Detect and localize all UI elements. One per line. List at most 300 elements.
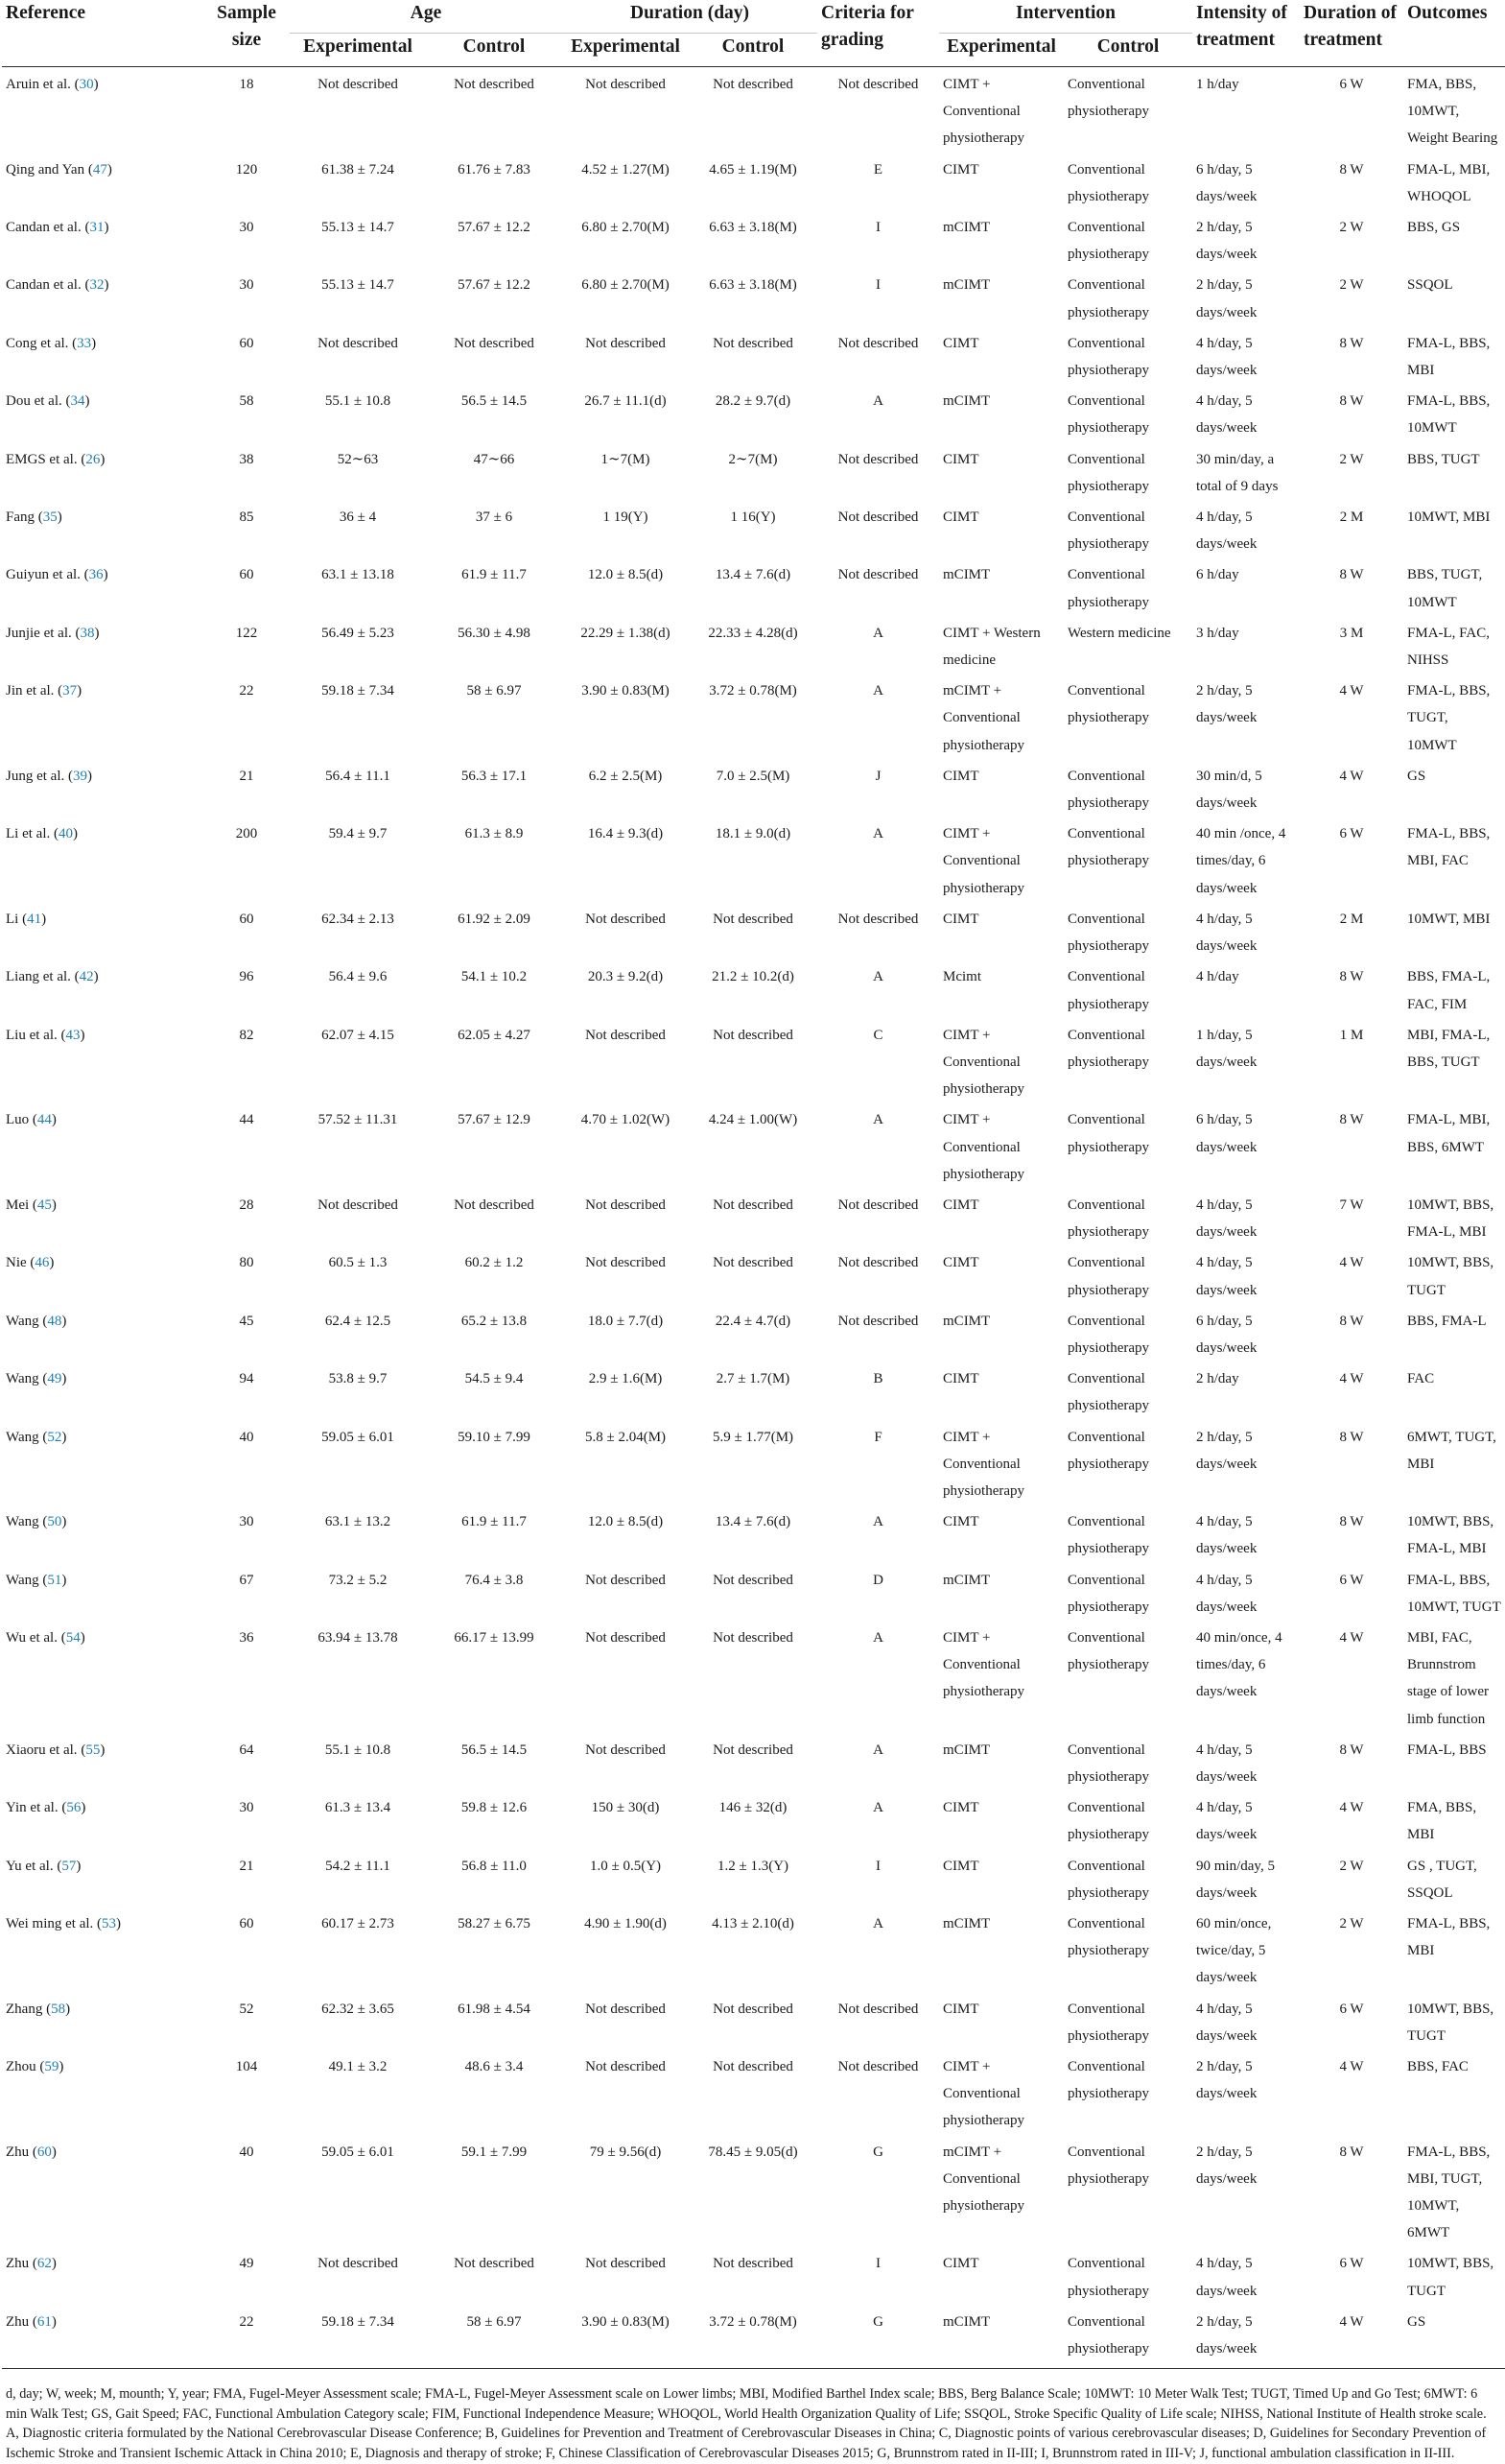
cell-duration-experimental: Not described [585,2256,666,2272]
cell-outcomes: MBI, FMA-L, BBS, TUGT [1407,1027,1491,1070]
cell-intensity: 4 h/day, 5 days/week [1196,1514,1258,1557]
cell-sample-size: 36 [239,1629,254,1646]
cell-duration-treatment: 6 W [1339,2001,1364,2017]
cell-duration-treatment: 2 W [1339,220,1364,236]
cell-duration-experimental: Not described [585,1629,666,1646]
citation-link[interactable]: 58 [51,2001,66,2017]
cell-duration-control: 78.45 ± 9.05(d) [708,2144,798,2160]
cell-criteria: A [873,625,883,641]
cell-criteria: D [873,1572,883,1588]
citation-link[interactable]: 61 [36,2313,52,2330]
cell-duration-control: Not described [713,335,793,351]
cell-duration-control: Not described [713,2256,793,2272]
cell-intervention-experimental: CIMT [943,2256,979,2272]
cell-age-experimental: 62.34 ± 2.13 [321,911,394,927]
table-row [2,1907,1505,1992]
reference-author: Liang et al. [6,969,71,985]
cell-reference: Zhang (58) [6,2001,71,2017]
header-duration-control: Control [689,34,817,67]
reference-author: Wang [6,1429,39,1445]
table-row [2,1362,1505,1419]
cell-reference: Li et al. (40) [6,826,78,842]
cell-age-experimental: 55.1 ± 10.8 [324,1741,391,1758]
cell-duration-experimental: 2.9 ± 1.6(M) [588,1371,663,1387]
cell-age-control: 62.05 ± 4.27 [458,1027,530,1043]
reference-author: Jin et al. [6,683,55,699]
table-row [2,960,1505,1017]
cell-age-experimental: 52∼63 [337,451,379,467]
table-row [2,1304,1505,1362]
cell-duration-treatment: 4 W [1339,1255,1364,1271]
cell-age-control: 58.27 ± 6.75 [458,1916,530,1931]
cell-reference: Zhou (59) [6,2059,64,2075]
cell-duration-treatment: 8 W [1339,1313,1364,1329]
reference-author: Candan et al. [6,220,82,236]
cell-intensity: 90 min/day, 5 days/week [1196,1858,1275,1901]
cell-reference: Wang (51) [6,1572,67,1588]
cell-reference: Wang (48) [6,1313,67,1329]
citation-link[interactable]: 62 [36,2256,52,2272]
cell-duration-treatment: 6 W [1339,77,1364,92]
cell-age-experimental: 55.13 ± 14.7 [321,220,394,236]
header-reference: Reference [2,0,203,67]
header-duration: Duration (day) [562,0,817,34]
cell-intensity: 2 h/day, 5 days/week [1196,220,1258,263]
cell-intensity: 6 h/day [1196,567,1239,583]
cell-duration-experimental: Not described [585,1572,666,1588]
cell-intervention-experimental: Mcimt [943,969,982,985]
cell-duration-control: Not described [713,2059,793,2075]
cell-intervention-experimental: CIMT [943,768,979,784]
cell-intervention-control: Conventional physiotherapy [1068,1313,1149,1356]
citation-link[interactable]: 34 [70,393,85,410]
cell-criteria: Not described [837,451,919,467]
cell-sample-size: 200 [235,826,258,842]
cell-reference: Yin et al. (56) [6,1800,86,1816]
cell-intervention-control: Conventional physiotherapy [1068,277,1149,320]
cell-intervention-experimental: CIMT + Conventional physiotherapy [943,1027,1024,1098]
cell-duration-treatment: 3 M [1339,625,1364,641]
cell-intervention-control: Conventional physiotherapy [1068,2059,1149,2102]
table-row [2,2246,1505,2304]
cell-age-control: 56.5 ± 14.5 [460,1741,528,1758]
citation-link[interactable]: 39 [73,768,87,784]
cell-sample-size: 104 [235,2059,258,2075]
header-intensity: Intensity of treatment [1192,0,1300,67]
cell-duration-treatment: 4 W [1339,1800,1364,1816]
cell-intensity: 4 h/day, 5 days/week [1196,1741,1258,1785]
citation-link[interactable]: 52 [47,1429,62,1445]
cell-reference: Liang et al. (42) [6,969,99,985]
cell-age-experimental: 62.4 ± 12.5 [324,1313,391,1329]
cell-duration-experimental: Not described [585,1741,666,1758]
cell-intensity: 6 h/day, 5 days/week [1196,1313,1258,1356]
cell-sample-size: 94 [239,1371,254,1387]
cell-age-experimental: 63.94 ± 13.78 [317,1629,398,1646]
table-row [2,1420,1505,1505]
header-duration-experimental: Experimental [562,34,689,67]
citation-link[interactable]: 31 [89,220,105,236]
table-row [2,1992,1505,2049]
cell-outcomes: FMA, BBS, MBI [1407,1800,1477,1843]
cell-duration-control: 7.0 ± 2.5(M) [716,768,790,784]
header-intervention-experimental: Experimental [939,34,1064,67]
citation-link[interactable]: 51 [47,1572,62,1588]
citation-link[interactable]: 40 [58,826,73,842]
reference-author: Nie [6,1255,27,1271]
table-row [2,268,1505,325]
cell-intervention-control: Conventional physiotherapy [1068,2256,1149,2299]
reference-author: Zhu [6,2313,30,2330]
cell-criteria: A [873,1916,883,1931]
cell-outcomes: FMA-L, MBI, BBS, 6MWT [1407,1112,1491,1155]
cell-duration-treatment: 4 W [1339,1629,1364,1646]
citation-link[interactable]: 50 [47,1514,62,1530]
reference-author: EMGS et al. [6,451,78,467]
cell-duration-experimental: 12.0 ± 8.5(d) [587,567,664,583]
table-row [2,1733,1505,1790]
cell-intervention-experimental: CIMT + Conventional physiotherapy [943,1112,1024,1182]
cell-intervention-control: Conventional physiotherapy [1068,77,1149,120]
cell-age-experimental: 55.13 ± 14.7 [321,277,394,294]
cell-criteria: J [875,768,882,784]
cell-outcomes: 10MWT, BBS, TUGT [1407,2001,1494,2044]
cell-intervention-experimental: CIMT [943,911,979,927]
citation-link[interactable]: 36 [88,567,104,583]
cell-intensity: 4 h/day, 5 days/week [1196,1196,1258,1241]
cell-intensity: 4 h/day, 5 days/week [1196,1800,1258,1843]
footnote-abbreviations: d, day; W, week; M, mounth; Y, year; FMA, Fugel-Meyer Assessment scale; FMA-L, Fugel-Meyer Assessment scale on Lower limbs; MBI, Modified Barthel Index scale; BBS, Berg Balance Scale; 10MWT: 10 Meter Walk Test; TUGT, Timed Up and Go Test; 6MWT: 6 min Walk Test; GS, Gait Speed; FAC, Functional Ambulation Category scale; FIM, Functional Independence Measure; WHOQOL, World Health Organization Quality of Life; SSQOL, Stroke Specific Quality of Life scale; NIHSS, National Institute of Health stroke scale. [6,2386,1487,2422]
citation-link[interactable]: 60 [36,2144,52,2160]
cell-reference: Jung et al. (39) [6,768,92,784]
cell-intervention-control: Conventional physiotherapy [1068,451,1149,494]
citation-link[interactable]: 48 [47,1313,62,1329]
cell-duration-control: Not described [713,1629,793,1646]
cell-sample-size: 44 [239,1112,254,1128]
cell-duration-experimental: 150 ± 30(d) [591,1800,660,1816]
cell-age-control: 54.5 ± 9.4 [464,1371,524,1387]
cell-duration-control: 18.1 ± 9.0(d) [715,826,791,842]
cell-age-control: 58 ± 6.97 [466,683,522,699]
cell-age-control: 59.1 ± 7.99 [460,2144,528,2160]
cell-age-control: Not described [454,1196,534,1213]
cell-intervention-experimental: CIMT [943,1858,979,1874]
table-row [2,674,1505,759]
cell-outcomes: 10MWT, BBS, FMA-L, MBI [1407,1514,1494,1557]
cell-intervention-experimental: mCIMT [943,2313,991,2330]
reference-author: Junjie et al. [6,625,72,641]
cell-intervention-control: Conventional physiotherapy [1068,1916,1149,1959]
cell-intervention-control: Conventional physiotherapy [1068,1371,1149,1414]
cell-age-experimental: 56.49 ± 5.23 [321,625,394,641]
cell-reference: Wu et al. (54) [6,1629,85,1646]
cell-age-experimental: Not described [317,1196,398,1213]
citation-link[interactable]: 33 [77,335,92,351]
cell-reference: Wang (52) [6,1429,67,1445]
cell-reference: Dou et al. (34) [6,393,90,410]
cell-age-control: 57.67 ± 12.2 [458,277,530,294]
cell-criteria: I [876,1858,882,1874]
cell-reference: Candan et al. (31) [6,220,109,236]
citation-link[interactable]: 46 [35,1255,50,1271]
cell-criteria: Not described [837,77,919,92]
cell-duration-experimental: 3.90 ± 0.83(M) [581,683,670,699]
cell-age-control: 56.5 ± 14.5 [460,393,528,410]
cell-outcomes: FMA, BBS, 10MWT, Weight Bearing [1407,77,1498,147]
cell-intervention-control: Conventional physiotherapy [1068,567,1149,610]
table-row [2,1102,1505,1188]
cell-duration-control: 1 16(Y) [730,509,776,526]
cell-intervention-experimental: CIMT + Conventional physiotherapy [943,1629,1024,1700]
reference-author: Mei [6,1196,30,1213]
header-intervention: Intervention [939,0,1192,34]
cell-intervention-control: Conventional physiotherapy [1068,1629,1149,1673]
cell-duration-treatment: 2 M [1339,509,1364,526]
cell-outcomes: FMA-L, BBS, 10MWT, TUGT [1407,1572,1501,1615]
reference-author: Dou et al. [6,393,62,410]
cell-intervention-experimental: mCIMT + Conventional physiotherapy [943,683,1024,753]
cell-criteria: Not described [837,567,919,583]
cell-sample-size: 40 [239,1429,254,1445]
cell-intensity: 4 h/day, 5 days/week [1196,1255,1258,1298]
cell-duration-treatment: 6 W [1339,2256,1364,2272]
cell-intensity: 4 h/day, 5 days/week [1196,1572,1258,1615]
cell-duration-experimental: Not described [585,911,666,927]
citation-link[interactable]: 44 [36,1112,52,1128]
cell-age-experimental: 60.5 ± 1.3 [328,1255,388,1271]
table-row [2,210,1505,268]
table-row [2,67,1505,153]
citation-link[interactable]: 37 [62,683,78,699]
cell-sample-size: 21 [239,1858,254,1874]
reference-author: Zhu [6,2256,30,2272]
cell-reference: Guiyun et al. (36) [6,567,108,583]
cell-sample-size: 60 [239,567,254,583]
reference-author: Jung et al. [6,768,65,784]
citation-link[interactable]: 59 [44,2059,59,2075]
cell-intervention-experimental: mCIMT [943,220,991,236]
cell-outcomes: 10MWT, BBS, FMA-L, MBI [1407,1196,1494,1241]
cell-duration-experimental: 5.8 ± 2.04(M) [584,1429,667,1445]
cell-duration-control: Not described [713,1196,793,1213]
cell-age-control: 61.3 ± 8.9 [464,826,524,842]
citation-link[interactable]: 26 [85,451,101,467]
table-body [2,67,1505,2369]
header-age-control: Control [426,34,562,67]
citation-link[interactable]: 43 [65,1027,81,1043]
cell-duration-treatment: 8 W [1339,1514,1364,1530]
cell-criteria: G [873,2313,883,2330]
cell-intervention-experimental: CIMT [943,335,979,351]
cell-intervention-experimental: CIMT [943,1800,979,1816]
cell-age-control: 60.2 ± 1.2 [464,1255,524,1271]
citation-link[interactable]: 55 [85,1741,101,1758]
cell-intensity: 2 h/day, 5 days/week [1196,2144,1258,2187]
cell-reference: Candan et al. (32) [6,277,109,294]
cell-age-control: 61.76 ± 7.83 [458,161,530,178]
cell-reference: Nie (46) [6,1255,55,1271]
table-row [2,817,1505,902]
reference-author: Fang [6,509,35,526]
cell-duration-treatment: 8 W [1339,393,1364,410]
header-criteria: Criteria for grading [817,0,939,67]
cell-age-experimental: 53.8 ± 9.7 [328,1371,388,1387]
cell-duration-experimental: 20.3 ± 9.2(d) [587,969,664,985]
citation-link[interactable]: 41 [27,911,42,927]
reference-author: Wei ming et al. [6,1916,94,1931]
cell-intervention-experimental: CIMT [943,509,979,526]
cell-age-control: 37 ± 6 [475,509,513,526]
citation-link[interactable]: 53 [102,1916,117,1931]
cell-duration-treatment: 8 W [1339,1112,1364,1128]
cell-duration-control: 4.13 ± 2.10(d) [712,1916,794,1931]
table-row [2,557,1505,615]
cell-duration-experimental: 1 19(Y) [602,509,648,526]
cell-outcomes: MBI, FAC, Brunnstrom stage of lower limb function [1407,1629,1489,1727]
cell-duration-control: 22.4 ± 4.7(d) [715,1313,791,1329]
cell-duration-treatment: 2 W [1339,277,1364,294]
citation-link[interactable]: 47 [92,161,107,178]
cell-intensity: 4 h/day, 5 days/week [1196,911,1258,955]
cell-criteria: A [873,826,883,842]
cell-reference: Yu et al. (57) [6,1858,82,1874]
cell-sample-size: 58 [239,393,254,410]
cell-outcomes: 10MWT, MBI [1407,509,1491,526]
cell-outcomes: 6MWT, TUGT, MBI [1407,1429,1496,1472]
cell-age-experimental: 62.07 ± 4.15 [321,1027,394,1043]
citation-link[interactable]: 32 [89,277,105,294]
cell-outcomes: FMA-L, BBS, TUGT, 10MWT [1407,683,1491,753]
cell-intervention-control: Conventional physiotherapy [1068,1741,1149,1785]
reference-author: Wu et al. [6,1629,58,1646]
cell-duration-control: 6.63 ± 3.18(M) [709,220,797,236]
citation-link[interactable]: 49 [47,1371,62,1387]
cell-criteria: Not described [837,1255,919,1271]
cell-age-control: Not described [454,335,534,351]
header-age: Age [290,0,562,34]
cell-intensity: 2 h/day, 5 days/week [1196,277,1258,320]
cell-duration-treatment: 2 W [1339,1916,1364,1931]
cell-duration-treatment: 8 W [1339,567,1364,583]
cell-intervention-control: Conventional physiotherapy [1068,335,1149,379]
cell-criteria: Not described [837,2001,919,2017]
cell-sample-size: 67 [239,1572,254,1588]
table-row [2,1188,1505,1245]
table-row [2,1504,1505,1562]
cell-criteria: I [876,277,882,294]
reference-author: Wang [6,1572,39,1588]
cell-age-experimental: 56.4 ± 11.1 [325,768,390,784]
cell-outcomes: FMA-L, BBS, MBI [1407,1916,1491,1959]
cell-outcomes: FMA-L, MBI, WHOQOL [1407,161,1491,204]
cell-age-control: 57.67 ± 12.9 [458,1112,530,1128]
cell-age-control: 66.17 ± 13.99 [454,1629,534,1646]
citation-link[interactable]: 56 [66,1800,82,1816]
cell-age-experimental: 59.4 ± 9.7 [328,826,388,842]
cell-outcomes: GS , TUGT, SSQOL [1407,1858,1477,1901]
cell-intervention-control: Conventional physiotherapy [1068,969,1149,1012]
table-footer [2,2369,1505,2464]
citation-link[interactable]: 30 [79,77,94,92]
cell-duration-experimental: 4.70 ± 1.02(W) [580,1112,670,1128]
cell-intervention-experimental: CIMT + Conventional physiotherapy [943,2059,1024,2129]
cell-intervention-experimental: CIMT [943,2001,979,2017]
cell-age-experimental: 54.2 ± 11.1 [325,1858,390,1874]
cell-criteria: Not described [837,1313,919,1329]
cell-outcomes: FMA-L, BBS, MBI, FAC [1407,826,1491,869]
citation-link[interactable]: 42 [79,969,94,985]
cell-outcomes: BBS, FAC [1407,2059,1469,2075]
cell-age-control: 54.1 ± 10.2 [460,969,528,985]
cell-outcomes: GS [1407,2313,1426,2330]
cell-duration-experimental: 6.80 ± 2.70(M) [581,220,670,236]
cell-duration-treatment: 2 W [1339,1858,1364,1874]
cell-reference: Fang (35) [6,509,62,526]
cell-age-experimental: 62.32 ± 3.65 [321,2001,394,2017]
cell-reference: Zhu (62) [6,2256,57,2272]
cell-duration-control: Not described [713,1572,793,1588]
cell-sample-size: 22 [239,683,254,699]
cell-duration-experimental: 79 ± 9.56(d) [589,2144,662,2160]
cell-sample-size: 82 [239,1027,254,1043]
cell-sample-size: 96 [239,969,254,985]
cell-sample-size: 45 [239,1313,254,1329]
cell-intensity: 60 min/once, twice/day, 5 days/week [1196,1916,1272,1986]
study-characteristics-table [2,0,1505,2464]
cell-reference: Qing and Yan (47) [6,161,112,178]
cell-age-experimental: 63.1 ± 13.2 [324,1514,391,1530]
table-row [2,1563,1505,1621]
cell-outcomes: BBS, TUGT [1407,451,1480,467]
cell-duration-treatment: 6 W [1339,1572,1364,1588]
reference-author: Liu et al. [6,1027,58,1043]
cell-outcomes: FMA-L, FAC, NIHSS [1407,625,1491,669]
citation-link[interactable]: 45 [36,1196,52,1213]
cell-age-experimental: Not described [317,335,398,351]
citation-link[interactable]: 35 [42,509,58,526]
cell-duration-control: 21.2 ± 10.2(d) [712,969,794,985]
cell-criteria: A [873,969,883,985]
cell-criteria: A [873,1112,883,1128]
cell-sample-size: 64 [239,1741,254,1758]
cell-intervention-control: Conventional physiotherapy [1068,1429,1149,1472]
citation-link[interactable]: 54 [65,1629,81,1646]
cell-reference: Junjie et al. (38) [6,625,100,641]
cell-duration-treatment: 4 W [1339,768,1364,784]
cell-age-control: 56.30 ± 4.98 [458,625,530,641]
cell-duration-experimental: 4.90 ± 1.90(d) [584,1916,667,1931]
cell-intervention-experimental: mCIMT + Conventional physiotherapy [943,2144,1024,2215]
cell-criteria: A [873,683,883,699]
cell-intervention-experimental: mCIMT [943,1916,991,1931]
cell-intervention-control: Conventional physiotherapy [1068,1858,1149,1901]
cell-reference: Zhu (60) [6,2144,57,2160]
cell-outcomes: BBS, TUGT, 10MWT [1407,567,1483,610]
cell-age-experimental: 63.1 ± 13.18 [321,567,394,583]
cell-intensity: 2 h/day, 5 days/week [1196,1429,1258,1472]
cell-age-control: 61.92 ± 2.09 [458,911,530,927]
cell-duration-treatment: 2 W [1339,451,1364,467]
cell-duration-experimental: Not described [585,335,666,351]
citation-link[interactable]: 38 [80,625,95,641]
cell-intervention-control: Conventional physiotherapy [1068,1572,1149,1615]
cell-duration-control: 3.72 ± 0.78(M) [709,2313,797,2330]
cell-reference: Cong et al. (33) [6,335,97,351]
cell-age-experimental: 61.38 ± 7.24 [321,161,394,178]
cell-reference: Xiaoru et al. (55) [6,1741,106,1758]
cell-intensity: 4 h/day, 5 days/week [1196,2256,1258,2299]
citation-link[interactable]: 57 [61,1858,77,1874]
